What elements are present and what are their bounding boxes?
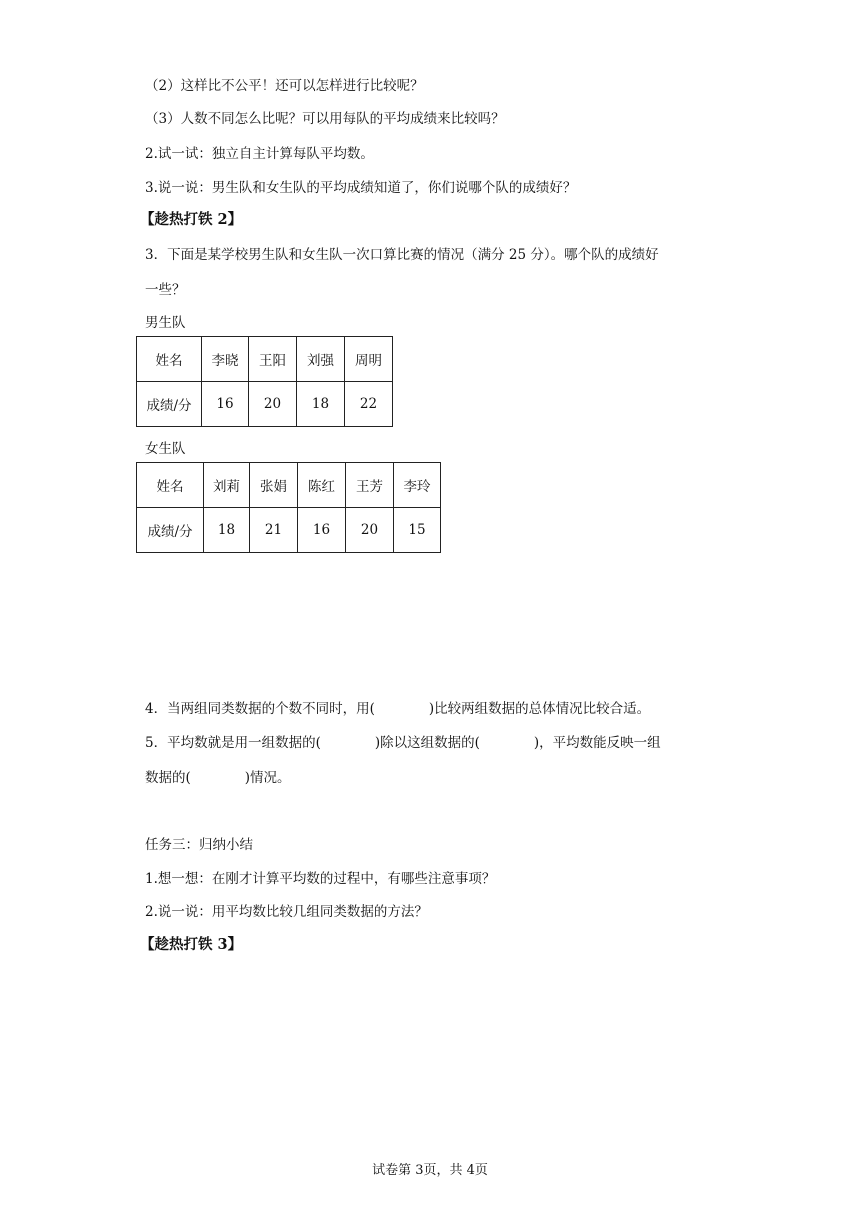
section-heading-3: 【趁热打铁 3】 [140,936,243,953]
table-cell: 20 [346,508,394,553]
table-cell: 18 [297,382,345,427]
table-cell: 成绩/分 [137,508,204,553]
boys-header-row [137,337,393,382]
table-cell: 刘强 [297,337,345,382]
table-cell: 姓名 [137,337,202,382]
page-footer: 试卷第 3页，共 4页 [372,1163,488,1178]
table-cell: 16 [298,508,346,553]
girls-score-row [137,508,441,553]
boys-team-label: 男生队 [145,315,186,331]
question-3-line-1: 3．下面是某学校男生队和女生队一次口算比赛的情况（满分 25 分）。哪个队的成绩好 [145,247,659,263]
girls-header-row [137,463,441,508]
table-cell: 21 [250,508,298,553]
task-3-heading: 任务三：归纳小结 [145,837,253,853]
girls-score-table [136,462,441,553]
boys-score-row [137,382,393,427]
boys-score-table [136,336,393,427]
table-cell: 陈红 [298,463,346,508]
question-2-part-3: （3）人数不同怎么比呢？可以用每队的平均成绩来比较吗？ [145,111,505,127]
table-cell: 成绩/分 [137,382,202,427]
question-5-line-2: 数据的( )情况。 [145,770,291,786]
table-cell: 王阳 [249,337,297,382]
table-cell: 20 [249,382,297,427]
table-cell: 姓名 [137,463,204,508]
question-3-line-2: 一些？ [145,282,186,298]
say-method-instruction: 2.说一说：用平均数比较几组同类数据的方法？ [145,904,428,920]
table-cell: 周明 [345,337,393,382]
say-it-instruction: 3.说一说：男生队和女生队的平均成绩知道了，你们说哪个队的成绩好？ [145,180,577,196]
table-cell: 刘莉 [204,463,250,508]
section-heading-2: 【趁热打铁 2】 [140,211,243,228]
table-cell: 王芳 [346,463,394,508]
table-cell: 22 [345,382,393,427]
think-instruction: 1.想一想：在刚才计算平均数的过程中，有哪些注意事项？ [145,871,496,887]
table-cell: 张娟 [250,463,298,508]
table-cell: 16 [202,382,249,427]
girls-team-label: 女生队 [145,441,186,457]
table-cell: 李晓 [202,337,249,382]
question-5-line-1: 5．平均数就是用一组数据的( )除以这组数据的( )，平均数能反映一组 [145,735,661,751]
question-2-part-2: （2）这样比不公平！还可以怎样进行比较呢？ [145,78,424,94]
try-it-instruction: 2.试一试：独立自主计算每队平均数。 [145,146,374,162]
table-cell: 18 [204,508,250,553]
question-4: 4．当两组同类数据的个数不同时，用( )比较两组数据的总体情况比较合适。 [145,701,651,717]
table-cell: 李玲 [394,463,441,508]
table-cell: 15 [394,508,441,553]
